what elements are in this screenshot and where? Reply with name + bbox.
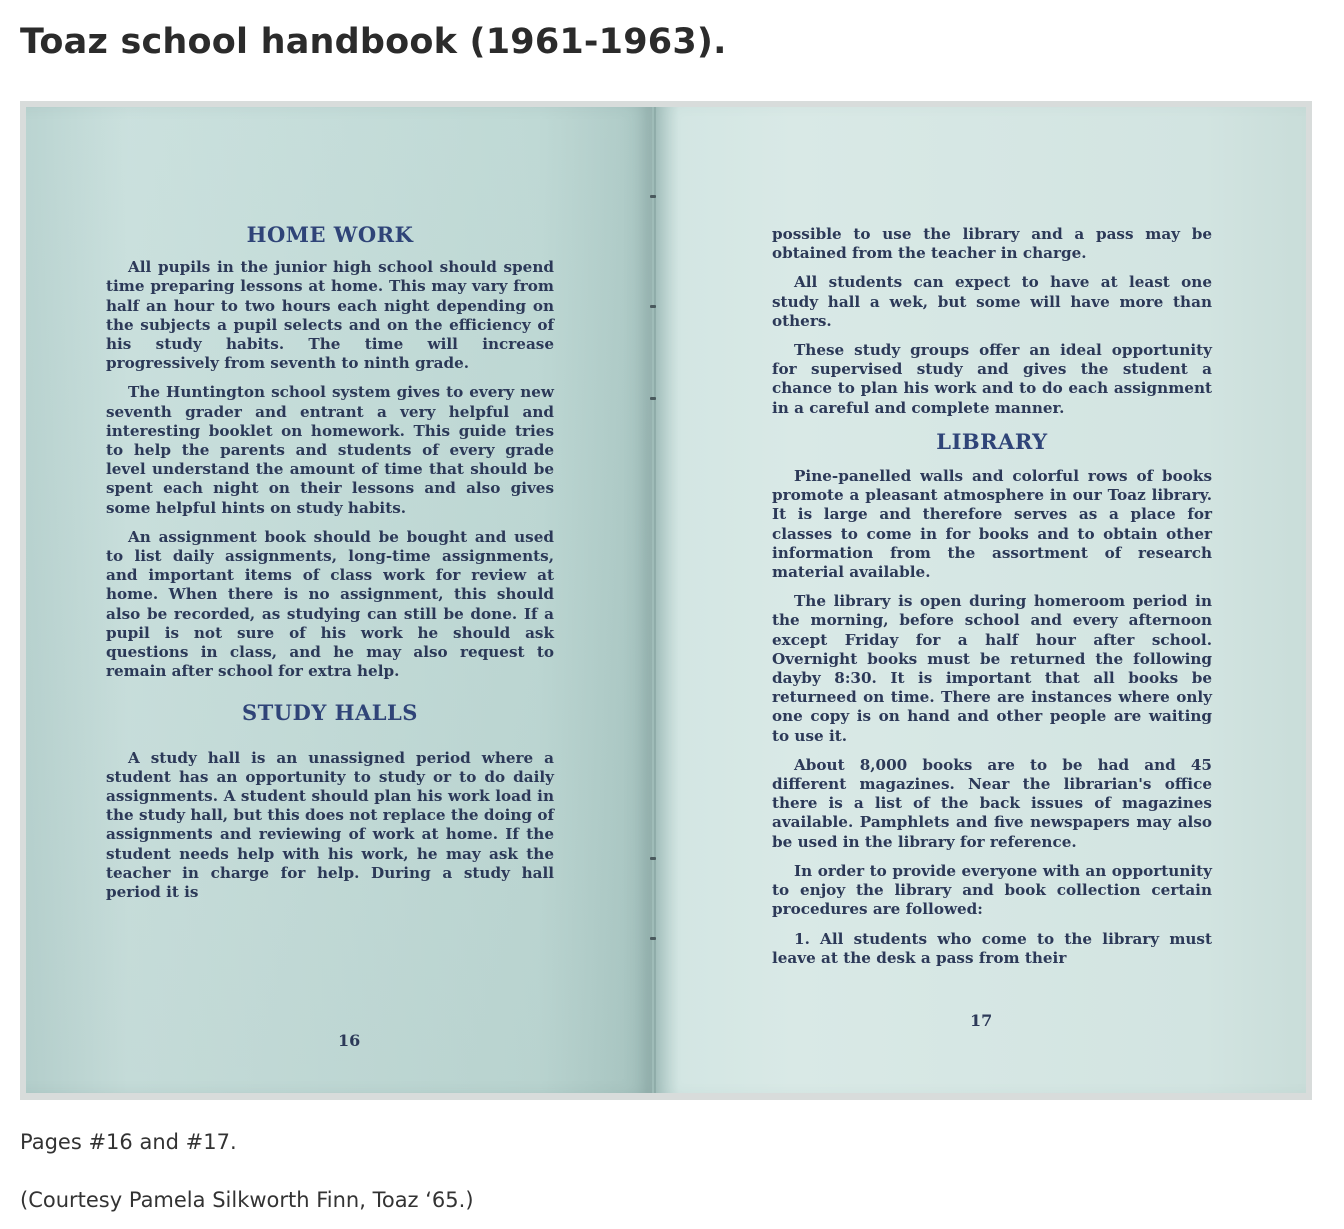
left-page-text — [106, 222, 554, 912]
homework-paragraph: An assignment book should be bought and used to list daily assignments, long-time assignments, and important items of class work for review at home. When there is no assignment, this should also be recorded, as studying can still be done. If a pupil is not sure of his work he should ask questions in class, and he may also request to remain after school for extra help. — [106, 527, 554, 681]
homework-paragraph: All pupils in the junior high school should spend time preparing lessons at home. This may vary from half an hour to two hours each night depending on the subjects a pupil selects and on the efficiency of his study habits. The time will increase progressively from seventh to ninth grade. — [106, 258, 554, 373]
homework-paragraph: The Huntington school system gives to every new seventh grader and entrant a very helpful and interesting booklet on homework. This guide tries to help the parents and students of every grade level understand the amount of time that should be spent each night on their lessons and also gives some helpful hints on study habits. — [106, 383, 554, 517]
page-number-17: 17 — [970, 1011, 993, 1030]
library-paragraph: The library is open during homeroom period in the morning, before school and every afternoon except Friday for a half hour after school. Overnight books must be returned the following dayby 8:30. It is important that all books be returneed on time. There are instances where only one copy is on hand and other people are waiting to use it. — [772, 592, 1212, 745]
study-halls-continued: All students can expect to have at least one study hall a wek, but some will have more than others. — [772, 273, 1212, 330]
caption-pages: Pages #16 and #17. — [20, 1130, 237, 1154]
page-17 — [654, 107, 1306, 1093]
caption-credit: (Courtesy Pamela Silkworth Finn, Toaz ‘65.) — [20, 1188, 474, 1212]
library-paragraph: About 8,000 books are to be had and 45 different magazines. Near the librarian's office there is a list of the back issues of magazines available. Pamphlets and five newspapers may also be used in the library for reference. — [772, 755, 1212, 851]
heading-home-work: HOME WORK — [246, 222, 414, 247]
study-halls-continued: These study groups offer an ideal opportunity for supervised study and gives the student a chance to plan his work and to do each assignment in a careful and complete manner. — [772, 341, 1212, 417]
study-halls-paragraph: A study hall is an unassigned period where a student has an opportunity to study or to do daily assignments. A student should plan his work load in the study hall, but this does not replace the doing of assignments and reviewing of work at home. If the student needs help with his work, he may ask the teacher in charge for help. During a study hall period it is — [106, 748, 554, 902]
library-paragraph: 1. All students who come to the library must leave at the desk a pass from their — [772, 929, 1212, 967]
page-16 — [26, 107, 654, 1093]
library-paragraph: Pine-panelled walls and colorful rows of books promote a pleasant atmosphere in our Toaz library. It is large and therefore serves as a place for classes to come in for books and to obtain other information from the assortment of research material available. — [772, 467, 1212, 582]
study-halls-continued: possible to use the library and a pass may be obtained from the teacher in charge. — [772, 225, 1212, 263]
post-title: Toaz school handbook (1961-1963). — [20, 22, 727, 62]
library-paragraph: In order to provide everyone with an opportunity to enjoy the library and book collection certain procedures are followed: — [772, 861, 1212, 919]
page-number-16: 16 — [338, 1031, 361, 1050]
handbook-photo — [20, 101, 1312, 1100]
right-page-text — [772, 225, 1212, 978]
heading-study-halls: STUDY HALLS — [242, 700, 418, 726]
handbook-spread — [26, 107, 1306, 1093]
heading-library: LIBRARY — [936, 428, 1048, 454]
